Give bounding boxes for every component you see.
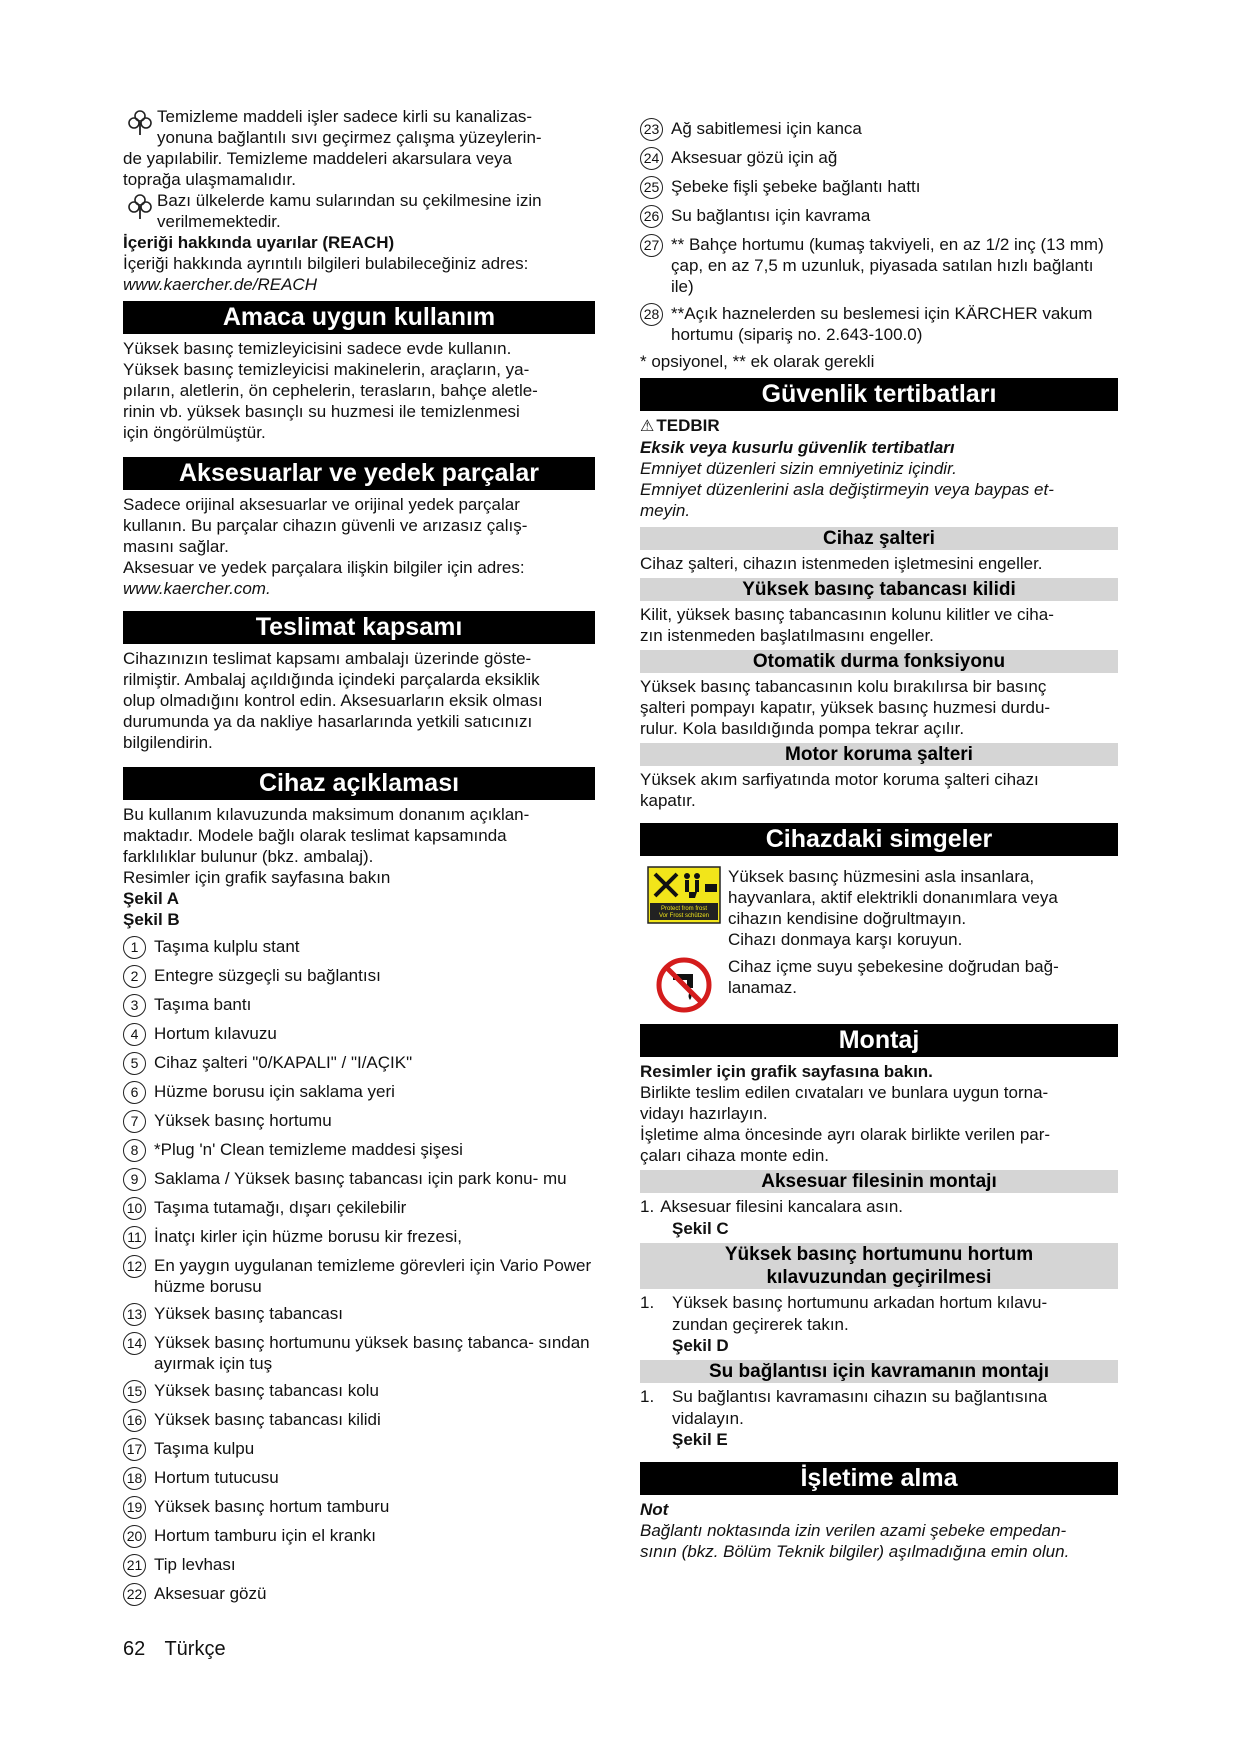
subsection-auto-stop-heading: Otomatik durma fonksiyonu (640, 650, 1118, 673)
item-number-badge: 11 (123, 1226, 146, 1249)
caution-label: TEDBIR (656, 416, 720, 435)
text-line: çaları cihaza monte edin. (640, 1146, 829, 1165)
item-number-badge: 20 (123, 1525, 146, 1548)
env-line: verilmemektedir. (157, 212, 281, 231)
text-line: Kilit, yüksek basınç tabancasının kolunu kilitler ve ciha- (640, 605, 1054, 624)
list-item (123, 1467, 595, 1490)
list-item (123, 1023, 595, 1046)
item-text: *Plug 'n' Clean temizleme maddesi şişesi (154, 1140, 463, 1159)
page-number: 62 (123, 1638, 146, 1660)
warning-triangle-icon: ⚠ (640, 418, 655, 435)
list-item (640, 147, 1118, 170)
item-number-badge: 21 (123, 1554, 146, 1577)
symbol-text-line: cihazın kendisine doğrultmayın. (728, 909, 967, 928)
caution-line: meyin. (640, 501, 691, 520)
text-line: Cihaz şalteri, cihazın istenmeden işletmesini engeller. (640, 554, 1043, 573)
item-text: Aksesuar gözü (154, 1584, 267, 1603)
item-number-badge: 24 (640, 147, 663, 170)
item-text: Aksesuar gözü için ağ (671, 148, 838, 167)
list-item (123, 1409, 595, 1432)
section-accessories-heading: Aksesuarlar ve yedek parçalar (123, 457, 595, 490)
section-assembly-heading: Montaj (640, 1024, 1118, 1057)
section-symbols-heading: Cihazdaki simgeler (640, 823, 1118, 856)
env-line: Bazı ülkelerde kamu sularından su çekilmesine izin (157, 191, 542, 210)
list-item (123, 1525, 595, 1548)
text-line: rulur. Kola basıldığında pompa tekrar açılır. (640, 719, 965, 738)
figure-ref-b: Şekil B (123, 910, 180, 929)
env-line: yonuna bağlantılı sıvı geçirmez çalışma yüzeylerin- (157, 128, 542, 147)
step-number: 1. (640, 1293, 655, 1312)
list-item (123, 1332, 595, 1374)
list-item (123, 965, 595, 988)
env-line: de yapılabilir. Temizleme maddeleri akarsulara veya (123, 149, 512, 168)
item-text: Hüzme borusu için saklama yeri (154, 1082, 395, 1101)
reach-text: İçeriği hakkında ayrıntılı bilgileri bulabileceğiniz adres: (123, 254, 529, 273)
list-item (123, 1438, 595, 1461)
item-text: Ağ sabitlemesi için kanca (671, 119, 862, 138)
item-number-badge: 13 (123, 1303, 146, 1326)
item-text: Taşıma kulplu stant (154, 937, 300, 956)
item-number-badge: 27 (640, 234, 663, 257)
text-line: için öngörülmüştür. (123, 423, 266, 442)
item-number-badge: 26 (640, 205, 663, 228)
text-line: Yüksek basınç temizleyicisi makinelerin, araçların, ya- (123, 360, 530, 379)
item-text: Yüksek basınç tabancası (154, 1304, 344, 1323)
symbol-row-high-pressure (640, 866, 1118, 950)
step-text: zundan geçirerek takın. (672, 1315, 849, 1334)
item-number-badge: 15 (123, 1380, 146, 1403)
item-text: Cihaz şalteri "0/KAPALI" / "I/AÇIK" (154, 1053, 413, 1072)
list-item (123, 1303, 595, 1326)
item-number-badge: 3 (123, 994, 146, 1017)
item-number-badge: 7 (123, 1110, 146, 1133)
subsection-coupling-heading: Su bağlantısı için kavramanın montajı (640, 1360, 1118, 1383)
env-line: Temizleme maddeli işler sadece kirli su kanalizas- (157, 107, 533, 126)
text-line: kapatır. (640, 791, 696, 810)
list-item (640, 234, 1118, 297)
item-text: **Açık haznelerden su beslemesi için KÄRCHER vakum hortumu (sipariş no. 2.643-100.0) (671, 304, 1093, 344)
symbol-text-line: Cihazı donmaya karşı koruyun. (728, 930, 963, 949)
subsection-net-mounting-heading: Aksesuar filesinin montajı (640, 1170, 1118, 1193)
text-line: Sadece orijinal aksesuarlar ve orijinal yedek parçalar (123, 495, 520, 514)
text-line: Birlikte teslim edilen cıvataları ve bunlara uygun torna- (640, 1083, 1049, 1102)
note-line: sının (bkz. Bölüm Teknik bilgiler) aşılmadığına emin olun. (640, 1542, 1070, 1561)
text-line: masını sağlar. (123, 537, 229, 556)
list-item (123, 1583, 595, 1606)
caution-title: Eksik veya kusurlu güvenlik tertibatları (640, 438, 955, 457)
reach-title: İçeriği hakkında uyarılar (REACH) (123, 233, 395, 252)
hose-steps (640, 1292, 1118, 1356)
text-line: maktadır. Modele bağlı olarak teslimat kapsamında (123, 826, 507, 845)
text-line: Bu kullanım kılavuzunda maksimum donanım açıklan- (123, 805, 530, 824)
section-description-heading: Cihaz açıklaması (123, 767, 595, 800)
item-text: Taşıma tutamağı, dışarı çekilebilir (154, 1198, 407, 1217)
item-number-badge: 12 (123, 1255, 146, 1278)
environment-icon (123, 106, 157, 136)
list-item (640, 303, 1118, 345)
figure-ref-a: Şekil A (123, 889, 180, 908)
item-text: ** Bahçe hortumu (kumaş takviyeli, en az 1/2 inç (13 mm) çap, en az 7,5 m uzunluk, piyasada satılan hızlı bağlantı ile) (671, 235, 1104, 296)
list-item (123, 1052, 595, 1075)
step-number: 1. (640, 1387, 655, 1406)
badge-text-en: Protect from frost (660, 906, 708, 912)
text-line: zın istenmeden başlatılmasını engeller. (640, 626, 934, 645)
figure-ref-d: Şekil D (672, 1336, 729, 1355)
list-item (123, 1197, 595, 1220)
list-item (123, 1110, 595, 1133)
item-text: Taşıma kulpu (154, 1439, 255, 1458)
item-text: Şebeke fişli şebeke bağlantı hattı (671, 177, 921, 196)
section-safety-heading: Güvenlik tertibatları (640, 378, 1118, 411)
item-number-badge: 9 (123, 1168, 146, 1191)
item-number-badge: 22 (123, 1583, 146, 1606)
symbol-text-line: Cihaz içme suyu şebekesine doğrudan bağ- (728, 957, 1059, 976)
footer-language: Türkçe (164, 1638, 226, 1660)
high-pressure-warning-icon (647, 866, 721, 924)
text-line: Yüksek basınç temizleyicisini sadece evde kullanın. (123, 339, 512, 358)
no-drinking-water-icon (655, 956, 713, 1014)
item-text: En yaygın uygulanan temizleme görevleri için Vario Power hüzme borusu (154, 1256, 592, 1296)
item-text: Entegre süzgeçli su bağlantısı (154, 966, 381, 985)
caution-line: Emniyet düzenlerini asla değiştirmeyin veya baypas et- (640, 480, 1054, 499)
text-line: rinin vb. yüksek basınçlı su huzmesi ile temizlenmesi (123, 402, 520, 421)
step-item (640, 1196, 1118, 1217)
item-text: Hortum kılavuzu (154, 1024, 277, 1043)
symbol-text-line: lanamaz. (728, 978, 797, 997)
parts-list-left (123, 936, 595, 1606)
accessories-url[interactable]: www.kaercher.com. (123, 579, 271, 598)
item-number-badge: 17 (123, 1438, 146, 1461)
item-text: Hortum tamburu için el krankı (154, 1526, 377, 1545)
note-line: Bağlantı noktasında izin verilen azami şebeke empedan- (640, 1521, 1067, 1540)
step-text: Yüksek basınç hortumunu arkadan hortum kılavu- (672, 1293, 1048, 1312)
footnote: * opsiyonel, ** ek olarak gerekli (640, 352, 875, 371)
caution-line: Emniyet düzenleri sizin emniyetiniz içindir. (640, 459, 957, 478)
item-number-badge: 8 (123, 1139, 146, 1162)
list-item (123, 1496, 595, 1519)
step-item (640, 1292, 1118, 1313)
section-intended-use-heading: Amaca uygun kullanım (123, 301, 595, 334)
item-number-badge: 19 (123, 1496, 146, 1519)
text-line: bilgilendirin. (123, 733, 213, 752)
symbol-text-line: hayvanlara, aktif elektrikli donanımlara veya (728, 888, 1058, 907)
symbol-text-line: Yüksek basınç hüzmesini asla insanlara, (728, 867, 1035, 886)
item-number-badge: 4 (123, 1023, 146, 1046)
list-item (123, 1226, 595, 1249)
text-line: Aksesuar ve yedek parçalara ilişkin bilgiler için adres: (123, 558, 525, 577)
text-line: Resimler için grafik sayfasına bakın (123, 868, 391, 887)
list-item (640, 118, 1118, 141)
list-item (123, 1081, 595, 1104)
item-number-badge: 25 (640, 176, 663, 199)
list-item (123, 994, 595, 1017)
net-steps (640, 1196, 1118, 1239)
item-number-badge: 14 (123, 1332, 146, 1355)
item-number-badge: 2 (123, 965, 146, 988)
item-number-badge: 28 (640, 303, 663, 326)
step-item (640, 1386, 1118, 1407)
environment-note-2 (123, 190, 595, 232)
item-number-badge: 10 (123, 1197, 146, 1220)
item-text: Yüksek basınç tabancası kolu (154, 1381, 379, 1400)
page-footer (123, 1637, 240, 1661)
item-number-badge: 6 (123, 1081, 146, 1104)
item-text: Yüksek basınç hortumu (154, 1111, 332, 1130)
text-line: pıların, aletlerin, ön cephelerin, terasların, bahçe aletle- (123, 381, 538, 400)
item-text: Saklama / Yüksek basınç tabancası için park konu- mu (154, 1169, 567, 1188)
item-number-badge: 5 (123, 1052, 146, 1075)
step-number: 1. (640, 1197, 655, 1216)
heading-line: kılavuzundan geçirilmesi (766, 1267, 992, 1288)
subsection-hose-guide-heading (640, 1243, 1118, 1289)
item-text: Su bağlantısı için kavrama (671, 206, 871, 225)
subsection-gun-lock-heading: Yüksek basınç tabancası kilidi (640, 578, 1118, 601)
env-line: toprağa ulaşmamalıdır. (123, 170, 296, 189)
section-startup-heading: İşletime alma (640, 1462, 1118, 1495)
item-text: Yüksek basınç tabancası kilidi (154, 1410, 381, 1429)
text-line: Yüksek akım sarfiyatında motor koruma şalteri cihazı (640, 770, 1039, 789)
step-text: vidalayın. (672, 1409, 744, 1428)
badge-text-de: Vor Frost schützen (658, 913, 710, 919)
text-line: olup olmadığını kontrol edin. Aksesuarların eksik olması (123, 691, 543, 710)
item-text: Tip levhası (154, 1555, 236, 1574)
item-text: Yüksek basınç hortumunu yüksek basınç tabanca- sından ayırmak için tuş (154, 1333, 590, 1373)
item-text: İnatçı kirler için hüzme borusu kir frezesi, (154, 1227, 462, 1246)
item-number-badge: 16 (123, 1409, 146, 1432)
step-text: Aksesuar filesini kancalara asın. (660, 1197, 904, 1216)
list-item (640, 176, 1118, 199)
environment-icon (123, 190, 157, 220)
parts-list-right (640, 118, 1118, 345)
environment-note-1 (123, 106, 595, 148)
reach-url[interactable]: www.kaercher.de/REACH (123, 275, 317, 294)
text-line: İşletime alma öncesinde ayrı olarak birlikte verilen par- (640, 1125, 1051, 1144)
list-item (640, 205, 1118, 228)
item-number-badge: 1 (123, 936, 146, 959)
text-line: şalteri pompayı kapatır, yüksek basınç huzmesi durdu- (640, 698, 1051, 717)
text-line: Cihazınızın teslimat kapsamı ambalajı üzerinde göste- (123, 649, 532, 668)
item-text: Hortum tutucusu (154, 1468, 279, 1487)
heading-line: Yüksek basınç hortumunu hortum (724, 1244, 1034, 1265)
text-line: vidayı hazırlayın. (640, 1104, 768, 1123)
coupling-steps (640, 1386, 1118, 1450)
left-column (123, 106, 595, 1612)
list-item (123, 1255, 595, 1297)
symbol-row-drinking-water (640, 956, 1118, 1014)
text-line: kullanın. Bu parçalar cihazın güvenli ve arızasız çalış- (123, 516, 528, 535)
list-item (123, 1139, 595, 1162)
text-line: rilmiştir. Ambalaj açıldığında içindeki parçalarda eksiklik (123, 670, 540, 689)
item-number-badge: 23 (640, 118, 663, 141)
note-label: Not (640, 1500, 669, 1519)
subsection-motor-protection-heading: Motor koruma şalteri (640, 743, 1118, 766)
item-text: Yüksek basınç hortum tamburu (154, 1497, 390, 1516)
list-item (123, 1168, 595, 1191)
list-item (123, 1554, 595, 1577)
figure-ref-c: Şekil C (672, 1219, 729, 1238)
right-column (640, 118, 1118, 1562)
assembly-intro-bold: Resimler için grafik sayfasına bakın. (640, 1062, 933, 1081)
subsection-device-switch-heading: Cihaz şalteri (640, 527, 1118, 550)
text-line: farklılıklar bulunur (bkz. ambalaj). (123, 847, 374, 866)
item-number-badge: 18 (123, 1467, 146, 1490)
text-line: durumunda ya da nakliye hasarlarında yetkili satıcınızı (123, 712, 533, 731)
step-text: Su bağlantısı kavramasını cihazın su bağlantısına (672, 1387, 1048, 1406)
item-text: Taşıma bantı (154, 995, 252, 1014)
figure-ref-e: Şekil E (672, 1430, 728, 1449)
section-delivery-heading: Teslimat kapsamı (123, 611, 595, 644)
text-line: Yüksek basınç tabancasının kolu bırakılırsa bir basınç (640, 677, 1047, 696)
list-item (123, 936, 595, 959)
list-item (123, 1380, 595, 1403)
